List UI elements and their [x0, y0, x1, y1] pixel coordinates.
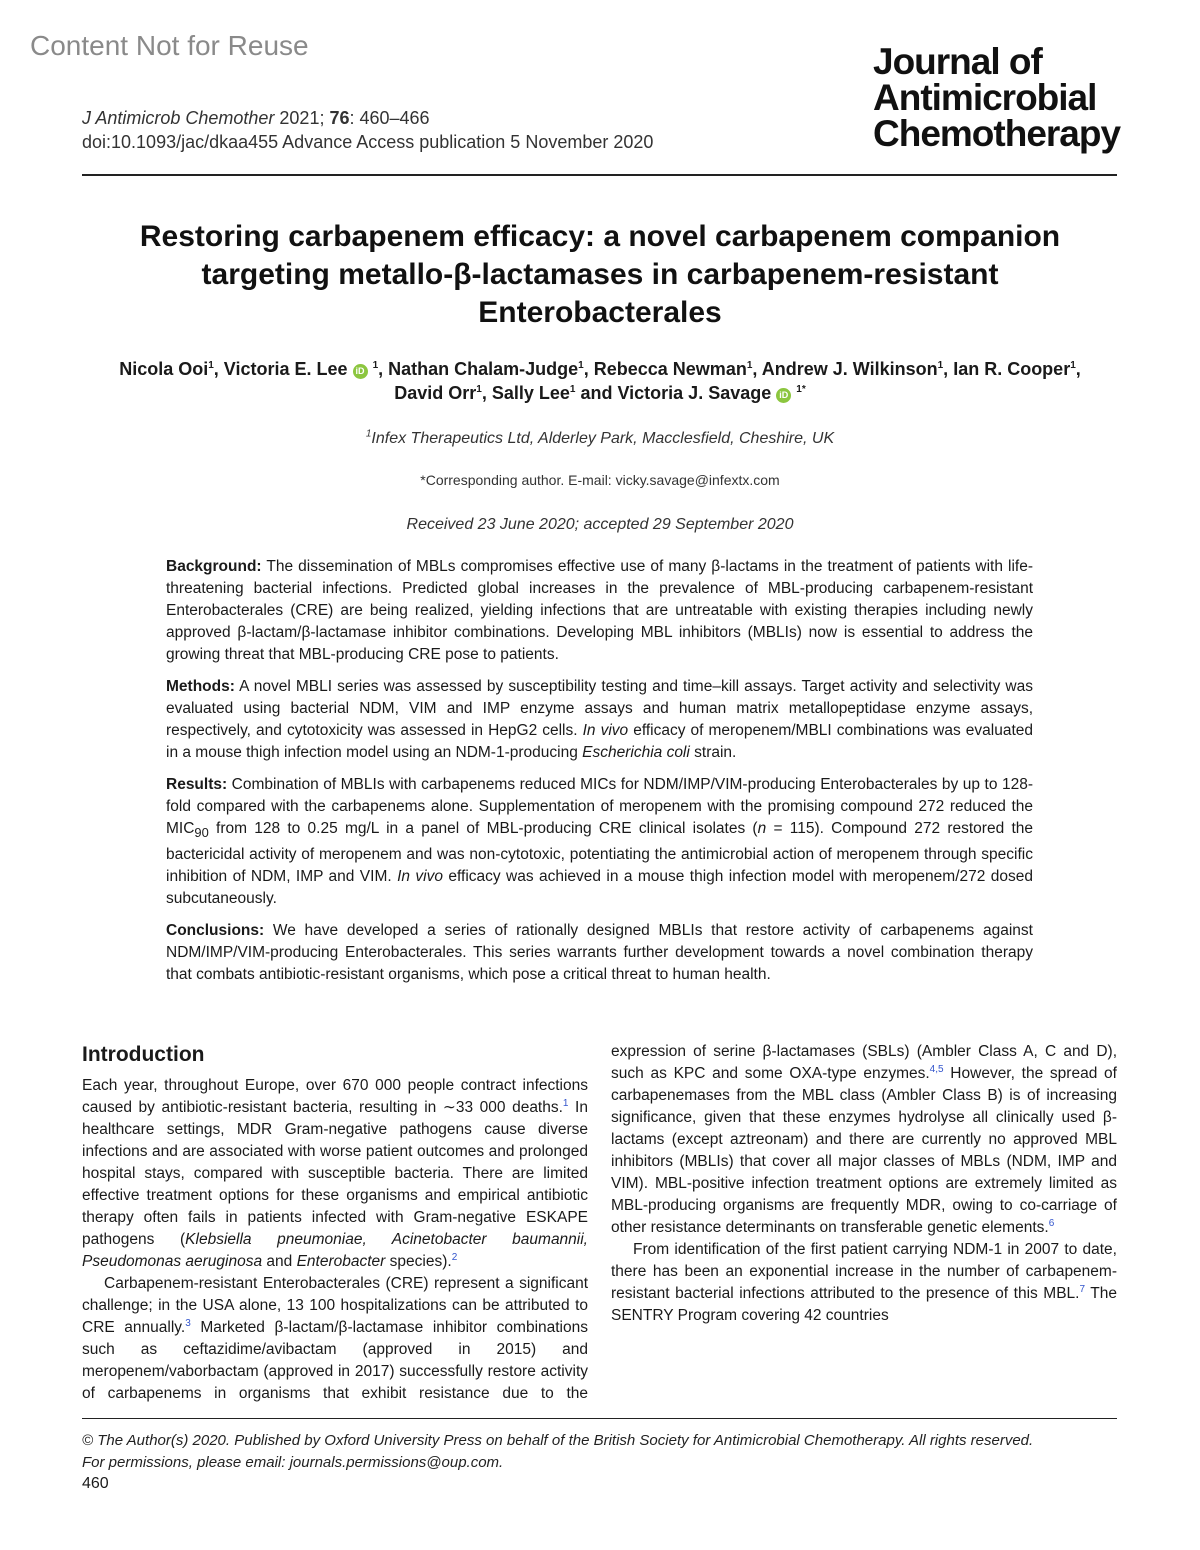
- affiliation-marker: 1: [578, 360, 584, 371]
- paragraph: Carbapenem-resistant Enterobacterales (CRE) represent a significant challenge; in the USA alone, 13 100 hospitalizations can be attributed to CRE annually.$^3$ Marketed β-lactam/β-lactamase inhibitor combinations such as ceftazidime/avibactam (approved in 2015) and meropenem/vaborbactam (approved in 2017) successfully restore activity of carbapenems in organisms that exhibit resistance due to the expression of serine β-lactamases (SBLs) (Ambler Class A, C and D), such as KPC and some OXA-type enzymes.$^{4,5}$ However, the spread of carbapenemases from the MBL class (Ambler Class B) is of increasing significance, given that these enzymes hydrolyse all clinically used β-lactams (except aztreonam) and there are currently no approved MBL inhibitors (MBLIs) that cover all major classes of MBLs (NDM, IMP and VIM). MBL-positive infection treatment options are extremely limited as MBL-producing organisms are frequently MDR, owing to co-carriage of other resistance determinants on transferable genetic elements.$^6$: [82, 1043, 1117, 1402]
- affiliation-marker: 1: [569, 384, 576, 395]
- author-name: Nicola Ooi: [119, 359, 209, 379]
- author-name: Victoria J. Savage: [617, 383, 772, 403]
- paragraph: Each year, throughout Europe, over 670 000 people contract infections caused by antibiotic-resistant bacteria, resulting in ∼33 000 deaths.$^1$ In healthcare settings, MDR Gram-negative pathogens cause diverse infections and are associated with worse patient outcomes and prolonged hospital stays, compared with susceptible bacteria. There are limited effective treatment options for these organisms and empirical antibiotic therapy often fails in patients infected with Gram-negative ESKAPE pathogens (Klebsiella pneumoniae, Acinetobacter baumannii, Pseudomonas aeruginosa and Enterobacter species).$^2$: [82, 1077, 588, 1270]
- section-heading: Introduction: [82, 1043, 205, 1066]
- corresponding-author: *Corresponding author. E-mail: vicky.savage@infextx.com: [420, 472, 780, 488]
- author-name: Victoria E. Lee: [223, 359, 348, 379]
- affiliation-marker: 1: [746, 360, 753, 371]
- reference-link[interactable]: 2: [451, 1251, 458, 1263]
- abstract: [166, 556, 1033, 996]
- author-name: Rebecca Newman: [593, 359, 747, 379]
- affiliation: $^1$Infex Therapeutics Ltd, Alderley Park, Macclesfield, Cheshire, UK: [365, 428, 835, 447]
- introduction-section: [82, 1041, 1117, 1409]
- reference-link[interactable]: 6: [1048, 1217, 1055, 1229]
- abstract-background: Background: The dissemination of MBLs compromises effective use of many β-lactams in the treatment of patients with life-threatening bacterial infections. Predicted global increases in the prevalence of MBL-producing carbapenem-resistant Enterobacterales (CRE) are being realized, yielding infections that are untreatable with existing therapies including newly approved β-lactam/β-lactamase inhibitor combinations. Developing MBL inhibitors (MBLIs) now is essential to address the growing threat that MBL-producing CRE pose to patients.: [166, 558, 1033, 663]
- author-name: Ian R. Cooper: [953, 359, 1071, 379]
- affiliation-marker: 1: [1070, 360, 1076, 371]
- orcid-icon[interactable]: iD: [353, 364, 368, 379]
- reference-link[interactable]: 3: [185, 1317, 191, 1329]
- affiliation-marker: 1: [208, 360, 214, 371]
- doi-line[interactable]: doi:10.1093/jac/dkaa455 Advance Access publication 5 November 2020: [82, 132, 654, 152]
- affiliation-marker: 1: [372, 360, 379, 371]
- abstract-methods: Methods: A novel MBLI series was assessed by susceptibility testing and time–kill assays. Target activity and selectivity was evaluated using bacterial NDM, VIM and IMP enzyme assays and human matrix metallopeptidase enzyme assays, respectively, and cytotoxicity was assessed in HepG2 cells. In vivo efficacy of meropenem/MBLI combinations was evaluated in a mouse thigh infection model using an NDM-1-producing Escherichia coli strain.: [166, 678, 1033, 761]
- affiliation-marker: 1: [476, 384, 482, 395]
- abstract-conclusions: Conclusions: We have developed a series of rationally designed MBLIs that restore activity of carbapenems against NDM/IMP/VIM-producing Enterobacterales. This series warrants further development towards a novel combination therapy that combats antibiotic-resistant organisms, which pose a critical threat to human health.: [166, 922, 1033, 984]
- page-number: 460: [82, 1475, 109, 1492]
- reference-link[interactable]: 1: [562, 1097, 569, 1109]
- footer-divider: [82, 1418, 1117, 1419]
- header-divider: [82, 174, 1117, 176]
- received-dates: Received 23 June 2020; accepted 29 September 2020: [406, 516, 794, 533]
- author-name: Sally Lee: [491, 383, 570, 403]
- affiliation-marker: 1*: [796, 384, 806, 395]
- journal-logo: Journal of Antimicrobial Chemotherapy: [873, 41, 1121, 154]
- copyright-notice: © The Author(s) 2020. Published by Oxford University Press on behalf of the British Society for Antimicrobial Chemotherapy. All rights reserved. For permissions, please email: journals.permissions@oup.com.: [82, 1432, 1034, 1471]
- paragraph: From identification of the first patient carrying NDM-1 in 2007 to date, there has been an exponential increase in the number of carbapenem-resistant bacterial infections attributed to the presence of this MBL.$^7$ The SENTRY Program covering 42 countries: [611, 1241, 1117, 1324]
- orcid-icon[interactable]: iD: [776, 388, 791, 403]
- watermark: Content Not for Reuse: [30, 30, 309, 61]
- article-title: Restoring carbapenem efficacy: a novel carbapenem companion targeting metallo-β-lactamases in carbapenem-resistant Enterobacterales: [139, 220, 1061, 329]
- author-name: Nathan Chalam-Judge: [388, 359, 579, 379]
- author-name: Andrew J. Wilkinson: [761, 359, 938, 379]
- abstract-results: Results: Combination of MBLIs with carbapenems reduced MICs for NDM/IMP/VIM-producing Enterobacterales by up to 128-fold compared with the carbapenems alone. Supplementation of meropenem with the promising compound 272 reduced the $MIC_{90}$ from 128 to 0.25 mg/L in a panel of MBL-producing CRE clinical isolates (n = 115). Compound 272 restored the bactericidal activity of meropenem and was non-cytotoxic, potentiating the antimicrobial action of meropenem through specific inhibition of NDM, IMP and VIM. In vivo efficacy was achieved in a mouse thigh infection model with meropenem/272 dosed subcutaneously.: [166, 776, 1033, 908]
- affiliation-marker: 1: [937, 360, 944, 371]
- author-list: Nicola Ooi$^1$, Victoria E. Lee iD $^1$, Nathan Chalam-Judge$^1$, Rebecca Newman$^1$, Andrew J. Wilkinson$^1$, Ian R. Cooper$^1$, David Orr$^1$, Sally Lee$^1$ and Victoria J. Savage iD $^{1*}$: [119, 359, 1081, 403]
- author-name: David Orr: [394, 383, 477, 403]
- reference-link[interactable]: 4,5: [929, 1063, 944, 1075]
- citation: [82, 106, 653, 154]
- reference-link[interactable]: 7: [1079, 1283, 1086, 1295]
- citation-line: J Antimicrob Chemother 2021; 76: 460–466: [82, 108, 430, 128]
